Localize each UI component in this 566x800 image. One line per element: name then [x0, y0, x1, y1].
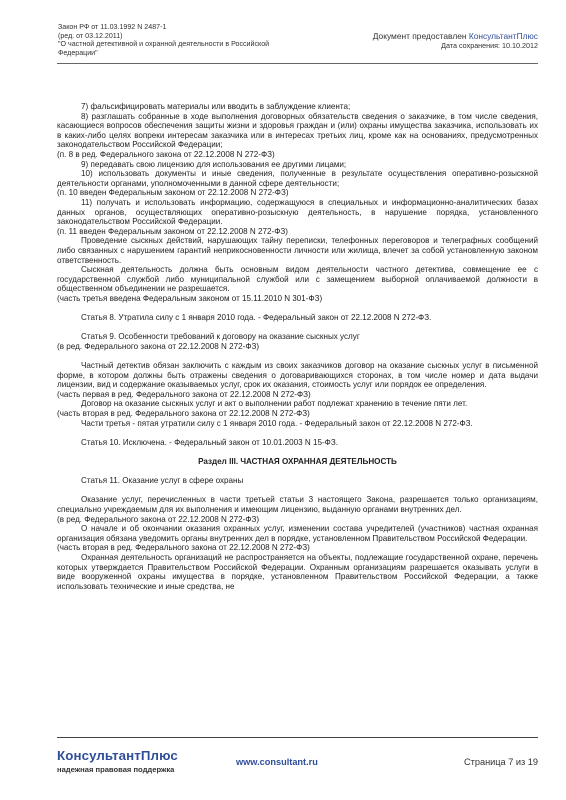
paragraph: Охранная деятельность организаций не распространяется на объекты, подлежащие государственной охране, перечень которых утверждается Правительством Российской Федерации. Охранным организациям разрешается оказывать услуги в виде вооруженной охраны имущества в порядке, установленном Правительством Российской Федерации, а также использовать технические и иные средства, не: [57, 552, 538, 591]
header-line: Федерации": [58, 48, 98, 57]
document-header-citation: [58, 23, 298, 57]
paragraph: Статья 9. Особенности требований к договору на оказание сыскных услуг: [81, 332, 360, 342]
amendment-note: (п. 10 введен Федеральным законом от 22.12.2008 N 272-ФЗ): [57, 188, 289, 198]
paragraph-spacer: [57, 303, 538, 313]
paragraph: 7) фальсифицировать материалы или вводить в заблуждение клиента;: [81, 102, 351, 111]
amendment-note: (часть вторая в ред. Федерального закона от 22.12.2008 N 272-ФЗ): [57, 409, 310, 418]
consultant-plus-logo: [57, 748, 178, 775]
amendment-note: (в ред. Федерального закона от 22.12.2008 N 272-ФЗ): [57, 341, 260, 351]
paragraph-spacer: [57, 351, 538, 361]
header-line: (ред. от 03.12.2011): [58, 31, 123, 40]
amendment-note: (п. 8 в ред. Федерального закона от 22.12.2008 N 272-ФЗ): [57, 149, 275, 159]
paragraph-spacer: [57, 323, 538, 333]
amendment-note: (часть третья введена Федеральным законом от 15.11.2010 N 301-ФЗ): [57, 293, 323, 303]
logo-tagline: надежная правовая поддержка: [57, 765, 175, 774]
amendment-note: (п. 11 введен Федеральным законом от 22.12.2008 N 272-ФЗ): [57, 226, 288, 236]
header-divider: [57, 63, 538, 64]
header-line: "О частной детективной и охранной деятельности в Российской: [58, 40, 270, 49]
paragraph: Статья 11. Оказание услуг в сфере охраны: [81, 476, 244, 486]
document-body: [57, 102, 538, 591]
amendment-note: (в ред. Федерального закона от 22.12.2008 N 272-ФЗ): [57, 514, 260, 524]
paragraph: Части третья - пятая утратили силу с 1 января 2010 года. - Федеральный закон от 22.12.2008 N 272-ФЗ.: [81, 418, 473, 428]
paragraph: Частный детектив обязан заключить с каждым из своих заказчиков договор на оказание сыскных услуг в письменной форме, в котором должны быть отражены сведения о договаривающихся сторонах, в том числе номер и дата выдачи лицензии, вид и содержание оказываемых услуг, срок их оказания, стоимость услуг или порядок ее определения.: [57, 361, 538, 390]
paragraph: Статья 8. Утратила силу с 1 января 2010 года. - Федеральный закон от 22.12.2008 N 272-ФЗ.: [81, 313, 432, 323]
header-line: Закон РФ от 11.03.1992 N 2487-1: [58, 23, 167, 31]
paragraph: Проведение сыскных действий, нарушающих тайну переписки, телефонных переговоров и телеграфных сообщений либо связанных с нарушением гарантий неприкосновенности личности или жилища, влечет за собой установленную законом ответственность.: [57, 236, 538, 265]
section-heading: Раздел III. ЧАСТНАЯ ОХРАННАЯ ДЕЯТЕЛЬНОСТЬ: [198, 456, 397, 466]
amendment-note: (часть первая в ред. Федерального закона от 22.12.2008 N 272-ФЗ): [57, 389, 311, 399]
page-number: Страница 7 из 19: [464, 757, 538, 767]
paragraph: 11) получать и использовать информацию, содержащуюся в специальных и информационно-аналитических базах данных органов, осуществляющих оперативно-розыскную деятельность, в нарушение порядка, установленного законодательством Российской Федерации.: [57, 197, 538, 227]
paragraph: 8) разглашать собранные в ходе выполнения договорных обязательств сведения о заказчике, в том числе сведения, касающиеся вопросов обеспечения защиты жизни и здоровья граждан и (или) охраны имущества заказчика, использовать их в каких-либо целях вопреки интересам заказчика или в интересах третьих лиц, кроме как на основаниях, предусмотренных законодательством Российской Федерации;: [57, 111, 538, 150]
paragraph: Статья 10. Исключена. - Федеральный закон от 10.01.2003 N 15-ФЗ.: [81, 437, 338, 447]
provider-prefix: Документ предоставлен: [372, 31, 469, 41]
paragraph: 9) передавать свою лицензию для использования ее другими лицами;: [81, 159, 347, 169]
paragraph-spacer: [57, 467, 538, 477]
paragraph: О начале и об окончании оказания охранных услуг, изменении состава учредителей (участников) частная охранная организация обязана уведомить органы внутренних дел в порядке, установленном Правительством Российской Федерации.: [57, 524, 538, 543]
paragraph: Сыскная деятельность должна быть основным видом деятельности частного детектива, совмещение ее с государственной службой либо муниципальной службой или с замещением выборной оплачиваемой должности в общественном объединении не разрешается.: [57, 265, 538, 294]
website-link[interactable]: www.consultant.ru: [236, 757, 318, 767]
paragraph-spacer: [57, 428, 538, 438]
provider-brand-link[interactable]: КонсультантПлюс: [468, 31, 538, 41]
paragraph-spacer: [57, 447, 538, 457]
paragraph-spacer: [57, 486, 538, 496]
paragraph: Оказание услуг, перечисленных в части третьей статьи 3 настоящего Закона, разрешается только организациям, специально учреждаемым для их выполнения и имеющим лицензию, выданную органами внутренних дел.: [57, 495, 538, 514]
save-date: Дата сохранения: 10.10.2012: [441, 41, 538, 51]
amendment-note: (часть вторая в ред. Федерального закона от 22.12.2008 N 272-ФЗ): [57, 543, 310, 553]
document-provider-header: [373, 31, 538, 52]
paragraph: 10) использовать документы и иные сведения, полученные в результате осуществления оперативно-розыскной деятельности органами, уполномоченными в данной сфере деятельности;: [57, 169, 538, 188]
paragraph: Договор на оказание сыскных услуг и акт о выполнении работ подлежат хранению в течение пяти лет.: [81, 399, 468, 409]
footer-divider: [57, 737, 538, 738]
provider-line: [373, 31, 538, 41]
logo-text: КонсультантПлюс: [57, 748, 178, 763]
